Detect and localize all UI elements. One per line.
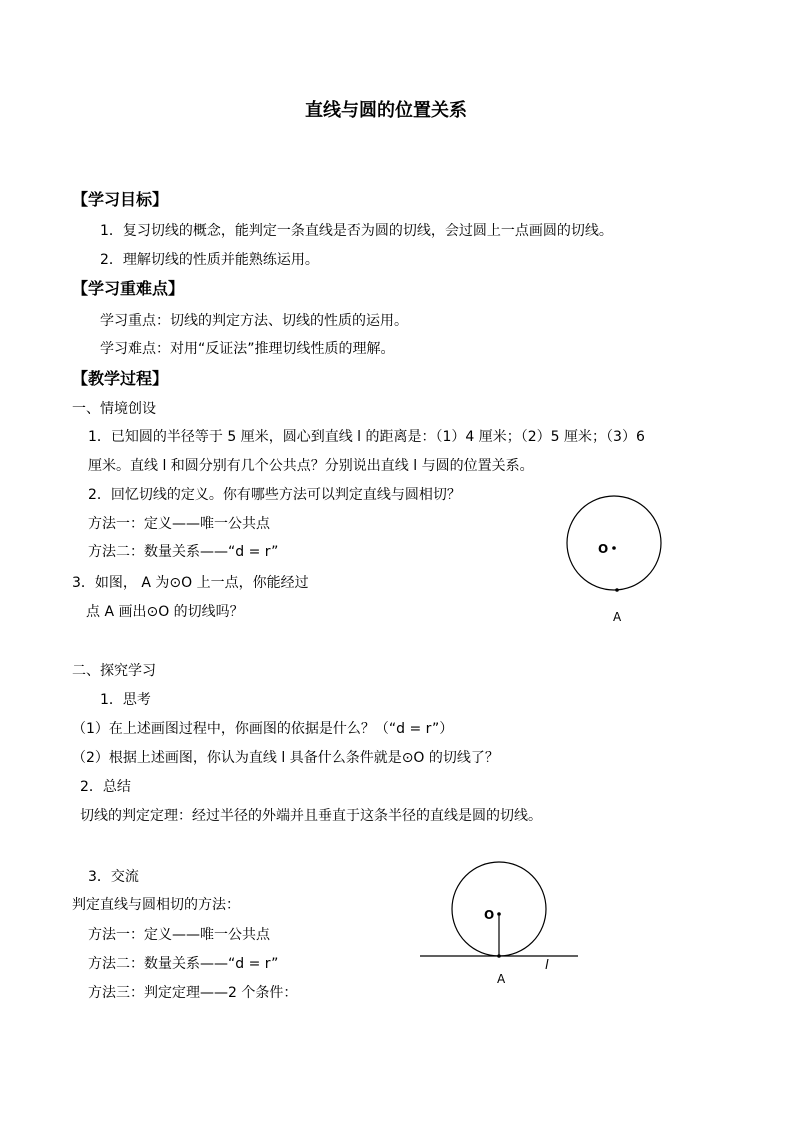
- think-heading: 1．思考: [100, 692, 151, 708]
- key-point-difficulty: 学习难点：对用“反证法”推理切线性质的理解。: [100, 341, 395, 357]
- key-points-heading: 【学习重难点】: [72, 279, 185, 298]
- part2-heading: 二、探究学习: [72, 663, 156, 679]
- exchange-method-2: 方法二：数量关系——“d = r”: [88, 956, 279, 972]
- question-3-line-1: 3．如图， A 为⊙O 上一点，你能经过: [72, 575, 309, 591]
- question-2: 2．回忆切线的定义。你有哪些方法可以判定直线与圆相切？: [88, 487, 461, 503]
- center-point-2: [497, 912, 501, 916]
- center-label-2: O: [484, 908, 495, 922]
- exchange-heading: 3．交流: [88, 869, 139, 885]
- method-quantity: 方法二：数量关系——“d = r”: [88, 544, 279, 560]
- key-point-focus: 学习重点：切线的判定方法、切线的性质的运用。: [100, 313, 408, 329]
- goals-heading: 【学习目标】: [72, 190, 169, 209]
- goal-item-2: 2．理解切线的性质并能熟练运用。: [100, 252, 319, 268]
- exchange-method-1: 方法一：定义——唯一公共点: [88, 927, 270, 943]
- part1-heading: 一、情境创设: [72, 401, 156, 417]
- goal-item-1: 1．复习切线的概念，能判定一条直线是否为圆的切线，会过圆上一点画圆的切线。: [100, 223, 613, 239]
- point-a-2: [497, 954, 501, 958]
- exchange-intro: 判定直线与圆相切的方法：: [72, 897, 240, 913]
- point-a-label-2: A: [497, 972, 506, 986]
- question-1-line-2: 厘米。直线 l 和圆分别有几个公共点？分别说出直线 l 与圆的位置关系。: [88, 458, 534, 474]
- think-question-1: （1）在上述画图过程中，你画图的依据是什么？（“d = r”）: [72, 721, 454, 737]
- question-3-line-2: 点 A 画出⊙O 的切线吗？: [86, 604, 244, 620]
- method-definition: 方法一：定义——唯一公共点: [88, 516, 270, 532]
- tangent-theorem: 切线的判定定理：经过半径的外端并且垂直于这条半径的直线是圆的切线。: [80, 808, 542, 824]
- line-l-label: l: [545, 958, 549, 973]
- process-heading: 【教学过程】: [72, 369, 169, 388]
- question-1-line-1: 1．已知圆的半径等于 5 厘米，圆心到直线 l 的距离是：（1）4 厘米；（2）5 厘米；（3）6: [88, 429, 645, 445]
- summary-heading: 2．总结: [80, 779, 131, 795]
- exchange-method-3: 方法三：判定定理——2 个条件：: [88, 985, 298, 1001]
- think-question-2: （2）根据上述画图，你认为直线 l 具备什么条件就是⊙O 的切线了？: [72, 750, 499, 766]
- page-title: 直线与圆的位置关系: [305, 100, 467, 121]
- center-label: O: [598, 542, 609, 556]
- point-a-label: A: [613, 610, 622, 624]
